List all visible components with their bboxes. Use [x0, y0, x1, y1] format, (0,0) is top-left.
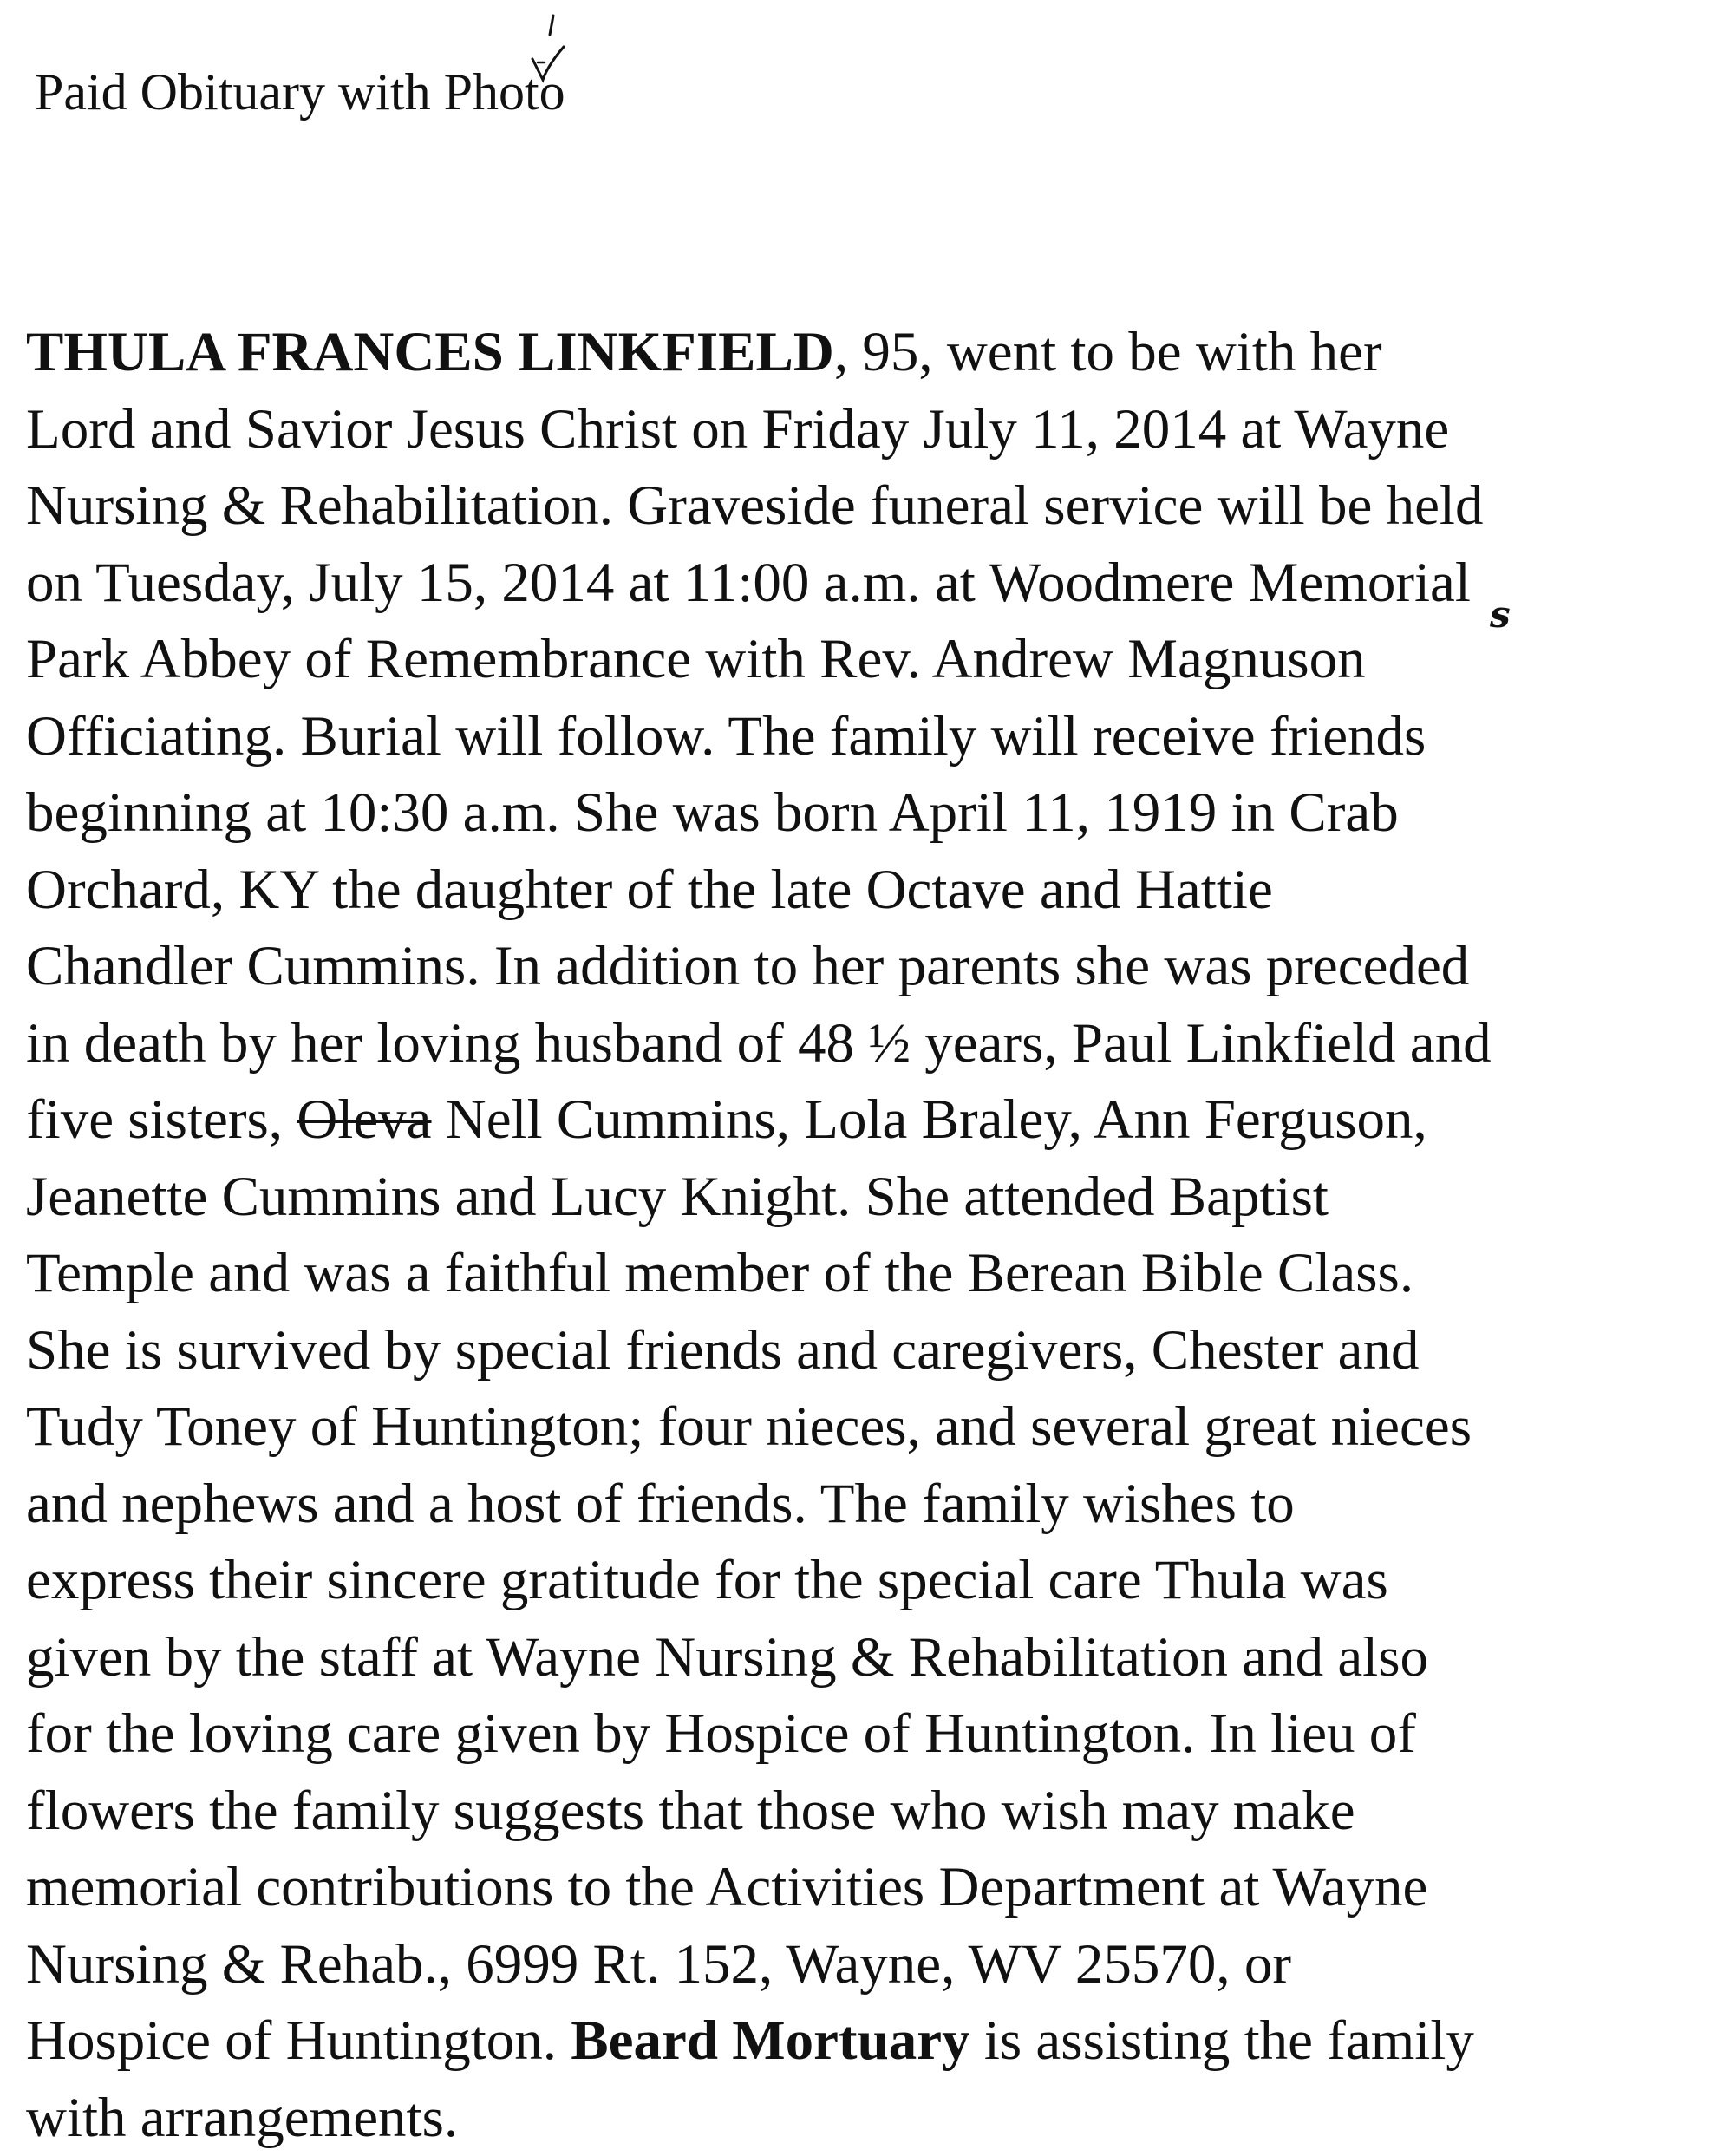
mortuary-name: Beard Mortuary	[571, 2009, 969, 2072]
line-text: , 95, went to be with her	[834, 321, 1382, 383]
obituary-line: Jeanette Cummins and Lucy Knight. She attended Baptist	[26, 1159, 1717, 1236]
obituary-line: Temple and was a faithful member of the Berean Bible Class.	[26, 1235, 1717, 1312]
line-text: Nell Cummins, Lola Braley, Ann Ferguson,	[432, 1088, 1427, 1151]
obituary-line	[26, 2002, 1717, 2080]
deceased-name: THULA FRANCES LINKFIELD	[26, 321, 834, 383]
obituary-line: with arrangements.	[26, 2080, 1717, 2156]
obituary-line: beginning at 10:30 a.m. She was born April 11, 1919 in Crab	[26, 774, 1717, 852]
obituary-line: in death by her loving husband of 48 ½ years, Paul Linkfield and	[26, 1005, 1717, 1082]
line-text: Hospice of Huntington.	[26, 2009, 571, 2072]
obituary-line	[26, 1081, 1717, 1159]
obituary-line: Lord and Savior Jesus Christ on Friday July 11, 2014 at Wayne	[26, 391, 1717, 468]
obituary-line: memorial contributions to the Activities Department at Wayne	[26, 1849, 1717, 1926]
obituary-line: Park Abbey of Remembrance with Rev. Andrew Magnuson	[26, 621, 1717, 698]
struck-out-name: Oleva	[297, 1088, 431, 1151]
document-header: Paid Obituary with Photo	[35, 66, 565, 118]
obituary-line: Chandler Cummins. In addition to her parents she was preceded	[26, 928, 1717, 1005]
obituary-line: given by the staff at Wayne Nursing & Rehabilitation and also	[26, 1619, 1717, 1696]
obituary-line: on Tuesday, July 15, 2014 at 11:00 a.m. at Woodmere Memorial	[26, 545, 1717, 622]
obituary-line: Nursing & Rehab., 6999 Rt. 152, Wayne, WV 25570, or	[26, 1926, 1717, 2003]
obituary-line: for the loving care given by Hospice of Huntington. In lieu of	[26, 1695, 1717, 1773]
obituary-line: Nursing & Rehabilitation. Graveside funeral service will be held	[26, 467, 1717, 545]
obituary-line: Officiating. Burial will follow. The family will receive friends	[26, 698, 1717, 775]
obituary-line: She is survived by special friends and caregivers, Chester and	[26, 1312, 1717, 1389]
obituary-line: Tudy Toney of Huntington; four nieces, and several great nieces	[26, 1388, 1717, 1466]
line-text: is assisting the family	[970, 2009, 1474, 2072]
obituary-line: flowers the family suggests that those who wish may make	[26, 1773, 1717, 1850]
obituary-line: Orchard, KY the daughter of the late Octave and Hattie	[26, 852, 1717, 929]
obituary-line: and nephews and a host of friends. The family wishes to	[26, 1466, 1717, 1543]
handwritten-correction: s	[1490, 597, 1511, 633]
obituary-line: express their sincere gratitude for the special care Thula was	[26, 1542, 1717, 1619]
handwritten-checkmark-icon	[519, 9, 579, 104]
obituary-line	[26, 314, 1717, 391]
obituary-body	[26, 314, 1717, 2156]
line-text: five sisters,	[26, 1088, 297, 1151]
